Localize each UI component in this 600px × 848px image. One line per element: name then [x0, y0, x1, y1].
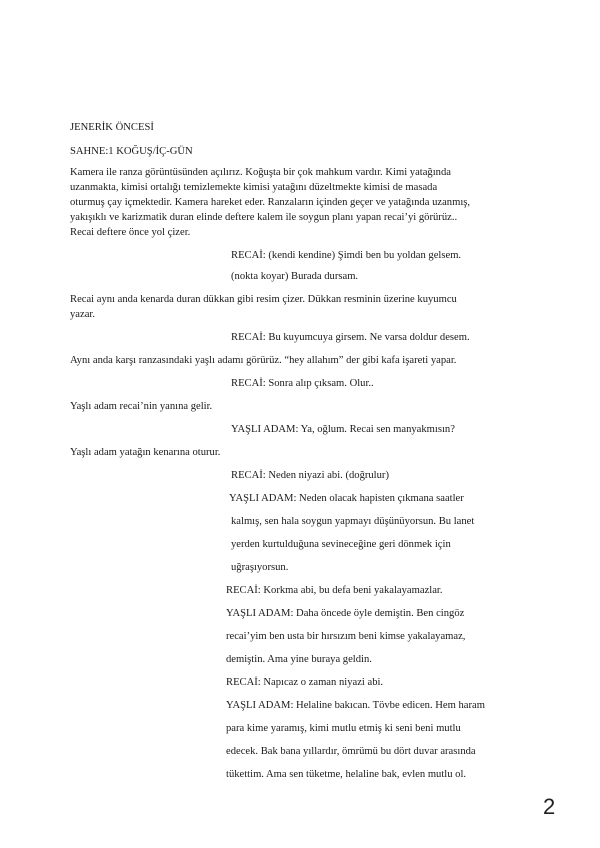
dialogue-line: recai’yim ben usta bir hırsızım beni kimse yakalayamaz, — [226, 631, 466, 642]
dialogue-line: YAŞLI ADAM: Neden olacak hapisten çıkmana saatler — [229, 493, 464, 504]
action-line: Yaşlı adam recai’nin yanına gelir. — [70, 401, 213, 412]
action-line: oturmuş çay içmektedir. Kamera hareket eder. Ranzaların içinden geçer ve yatağında uzanmış, — [70, 197, 471, 208]
dialogue-line: RECAİ: Sonra alıp çıksam. Olur.. — [231, 378, 374, 389]
action-line: Recai aynı anda kenarda duran dükkan gibi resim çizer. Dükkan resminin üzerine kuyumcu — [70, 294, 457, 305]
scene-heading: SAHNE:1 KOĞUŞ/İÇ-GÜN — [70, 146, 193, 157]
dialogue-line: YAŞLI ADAM: Helaline bakıcan. Tövbe edicen. Hem haram — [226, 700, 485, 711]
dialogue-line: edecek. Bak bana yıllardır, ömrümü bu dört duvar arasında — [226, 746, 476, 757]
dialogue-line: tükettim. Ama sen tüketme, helaline bak, evlen mutlu ol. — [226, 769, 467, 780]
dialogue-line: YAŞLI ADAM: Daha öncede öyle demiştin. Ben cingöz — [226, 608, 465, 619]
dialogue-line: YAŞLI ADAM: Ya, oğlum. Recai sen manyakmısın? — [231, 424, 455, 435]
dialogue-line: kalmış, sen hala soygun yapmayı düşünüyorsun. Bu lanet — [231, 516, 475, 527]
dialogue-line: para kime yaramış, kimi mutlu etmiş ki seni beni mutlu — [226, 723, 461, 734]
dialogue-line: RECAİ: Neden niyazi abi. (doğrulur) — [231, 470, 389, 481]
dialogue-line: RECAİ: Bu kuyumcuya girsem. Ne varsa doldur desem. — [231, 332, 470, 343]
heading: JENERİK ÖNCESİ — [70, 122, 154, 133]
action-line: Yaşlı adam yatağın kenarına oturur. — [70, 447, 221, 458]
dialogue-line: RECAİ: Korkma abi, bu defa beni yakalayamazlar. — [226, 585, 443, 596]
dialogue-line: yerden kurtulduğuna sevineceğine geri dönmek için — [231, 539, 451, 550]
action-line: yakışıklı ve karizmatik duran elinde deftere kalem ile soygun planı yapan recai’yi görürüz.. — [70, 212, 458, 223]
action-line: Recai deftere önce yol çizer. — [70, 227, 191, 238]
dialogue-line: uğraşıyorsun. — [231, 562, 289, 573]
dialogue-line: RECAİ: (kendi kendine) Şimdi ben bu yoldan gelsem. — [231, 250, 462, 261]
action-line: Kamera ile ranza görüntüsünden açılırız. Koğuşta bir çok mahkum vardır. Kimi yatağında — [70, 167, 451, 178]
action-line: Aynı anda karşı ranzasındaki yaşlı adamı görürüz. “hey allahım” der gibi kafa işareti yapar. — [70, 355, 457, 366]
dialogue-line: (nokta koyar) Burada dursam. — [231, 271, 359, 282]
page-number: 2 — [543, 794, 556, 819]
action-line: uzanmakta, kimisi ortalığı temizlemekte kimisi yatağını düzeltmekte kimisi de masada — [70, 182, 438, 193]
dialogue-line: demiştin. Ama yine buraya geldin. — [226, 654, 372, 665]
dialogue-line: RECAİ: Napıcaz o zaman niyazi abi. — [226, 677, 384, 688]
action-line: yazar. — [70, 309, 95, 320]
